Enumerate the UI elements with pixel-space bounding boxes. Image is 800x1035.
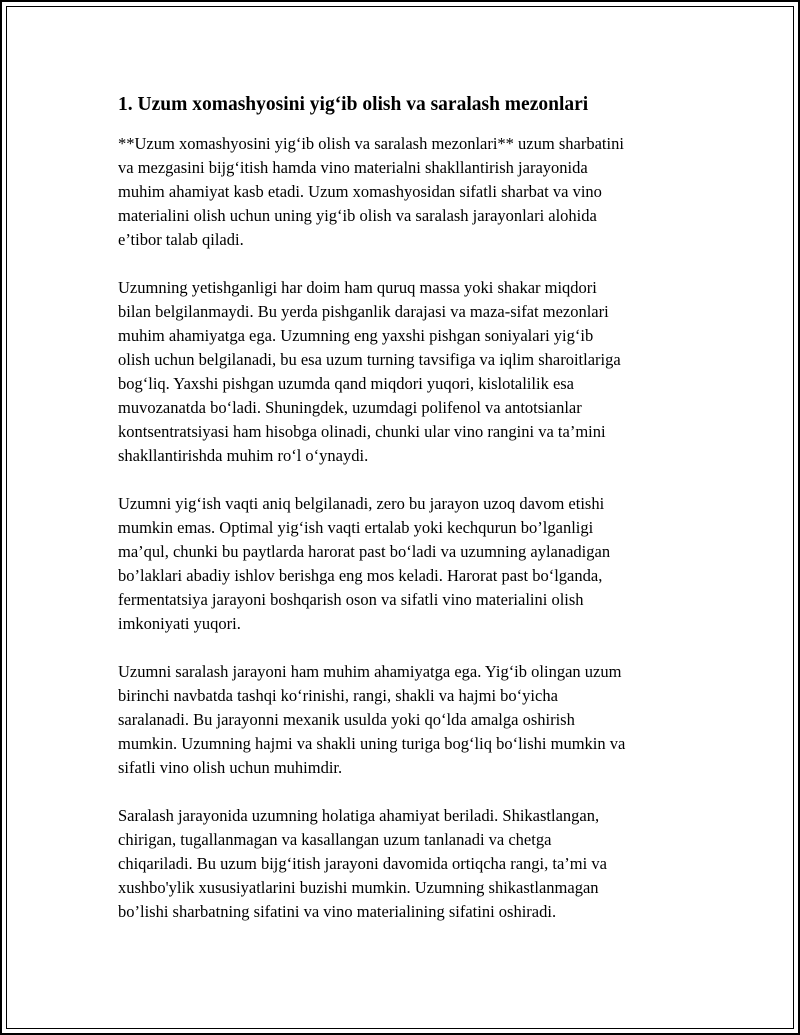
text-line: Saralash jarayonida uzumning holatiga ahamiyat beriladi. Shikastlangan, [118,806,600,825]
document-body [118,92,698,948]
text-line: muhim ahamiyatga ega. Uzumning eng yaxshi pishgan soniyalari yig‘ib [118,326,594,345]
text-line: fermentatsiya jarayoni boshqarish oson va sifatli vino materialini olish [118,590,584,609]
text-line: kontsentratsiyasi ham hisobga olinadi, chunki ular vino rangini va ta’mini [118,422,606,441]
text-line: ma’qul, chunki bu paytlarda harorat past bo‘ladi va uzumning aylanadigan [118,542,611,561]
text-line: shakllantirishda muhim ro‘l o‘ynaydi. [118,446,369,465]
paragraph-4 [118,660,698,780]
text-line: bog‘liq. Yaxshi pishgan uzumda qand miqdori yuqori, kislotalilik esa [118,374,575,393]
text-line: xushbo'ylik xususiyatlarini buzishi mumkin. Uzumning shikastlanmagan [118,878,599,897]
paragraph-2 [118,276,698,468]
text-line: chiqariladi. Bu uzum bijg‘itish jarayoni davomida ortiqcha rangi, ta’mi va [118,854,607,873]
text-line: Uzumni saralash jarayoni ham muhim ahamiyatga ega. Yig‘ib olingan uzum [118,662,622,681]
text-line: bilan belgilanmaydi. Bu yerda pishganlik darajasi va maza-sifat mezonlari [118,302,609,321]
text-line: birinchi navbatda tashqi ko‘rinishi, rangi, shakli va hajmi bo‘yicha [118,686,558,705]
paragraph-1 [118,132,698,252]
text-line: bo’laklari abadiy ishlov berishga eng mos keladi. Harorat past bo‘lganda, [118,566,603,585]
text-line: **Uzum xomashyosini yig‘ib olish va saralash mezonlari** uzum sharbatini [118,134,624,153]
text-line: e’tibor talab qiladi. [118,230,244,249]
text-line: mumkin. Uzumning hajmi va shakli uning turiga bog‘liq bo‘lishi mumkin va [118,734,626,753]
text-line: imkoniyati yuqori. [118,614,241,633]
text-line: saralanadi. Bu jarayonni mexanik usulda yoki qo‘lda amalga oshirish [118,710,575,729]
text-line: Uzumni yig‘ish vaqti aniq belgilanadi, zero bu jarayon uzoq davom etishi [118,494,605,513]
text-line: muhim ahamiyat kasb etadi. Uzum xomashyosidan sifatli sharbat va vino [118,182,602,201]
section-heading: 1. Uzum xomashyosini yig‘ib olish va saralash mezonlari [118,94,589,115]
text-line: chirigan, tugallanmagan va kasallangan uzum tanlanadi va chetga [118,830,552,849]
text-line: olish uchun belgilanadi, bu esa uzum turning tavsifiga va iqlim sharoitlariga [118,350,621,369]
text-line: muvozanatda bo‘ladi. Shuningdek, uzumdagi polifenol va antotsianlar [118,398,582,417]
text-line: materialini olish uchun uning yig‘ib olish va saralash jarayonlari alohida [118,206,597,225]
text-line: mumkin emas. Optimal yig‘ish vaqti ertalab yoki kechqurun bo’lganligi [118,518,594,537]
text-line: bo’lishi sharbatning sifatini va vino materialining sifatini oshiradi. [118,902,557,921]
paragraph-3 [118,492,698,636]
text-line: Uzumning yetishganligi har doim ham quruq massa yoki shakar miqdori [118,278,597,297]
text-line: sifatli vino olish uchun muhimdir. [118,758,343,777]
text-line: va mezgasini bijg‘itish hamda vino materialni shakllantirish jarayonida [118,158,588,177]
paragraph-5 [118,804,698,924]
